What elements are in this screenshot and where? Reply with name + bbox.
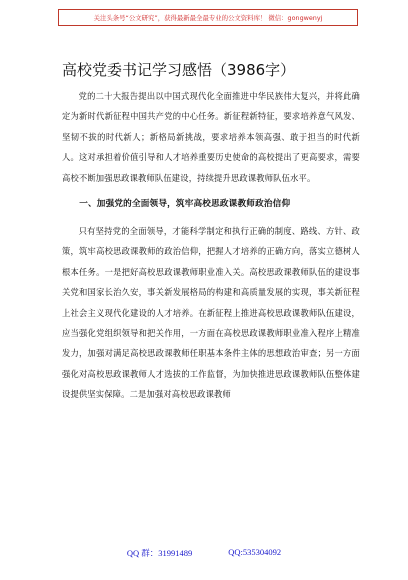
section-body-paragraph: 只有坚持党的全面领导，才能科学制定和执行正确的制度、路线、方针、政策，筑牢高校思政课教师的政治信仰，把握人才培养的正确方向，落实立德树人根本任务。一是把好高校思政课教师职业准入关。高校思政课教师队伍的建设事关党和国家长治久安，事关新发展格局的构建和高质量发展的实现，事关新征程上社会主义现代化建设的人才培养。在新征程上推进高校思政课教师队伍建设，应当强化党组织领导和把关作用，一方面在高校思政课教师职业准入程序上精准发力，加强对满足高校思政课教师任职基本条件主体的思想政治审查；另一方面强化对高校思政课教师人才选拔的工作监督，为加快推进思政课教师队伍整体建设提供坚实保障。二是加强对高校思政课教师 xyxy=(62,226,360,400)
qq-group-text: QQ 群：31991489 xyxy=(126,548,193,558)
document-body xyxy=(62,86,360,405)
contact-footer xyxy=(0,547,408,559)
document-title: 高校党委书记学习感悟（3986字） xyxy=(62,61,296,79)
promo-banner-text: 关注头条号“公文研究”，获得最新最全最专业的公文资料库！ 微信：gongwenyj xyxy=(93,14,323,22)
intro-paragraph: 党的二十大报告提出以中国式现代化全面推进中华民族伟大复兴，并将此确定为新时代新征程中国共产党的中心任务。新征程新特征，要求培养意气风发、坚韧不拔的时代新人；新格局新挑战，要求培养本领高强、敢于担当的时代新人。这对承担着价值引导和人才培养重要历史使命的高校提出了更高要求，需要高校不断加强思政课教师队伍建设，持续提升思政课教师队伍水平。 xyxy=(62,91,360,183)
section-heading: 一、加强党的全面领导，筑牢高校思政课教师政治信仰 xyxy=(79,199,291,210)
qq-number-text: QQ:535304092 xyxy=(228,547,282,557)
promo-banner xyxy=(58,9,358,26)
